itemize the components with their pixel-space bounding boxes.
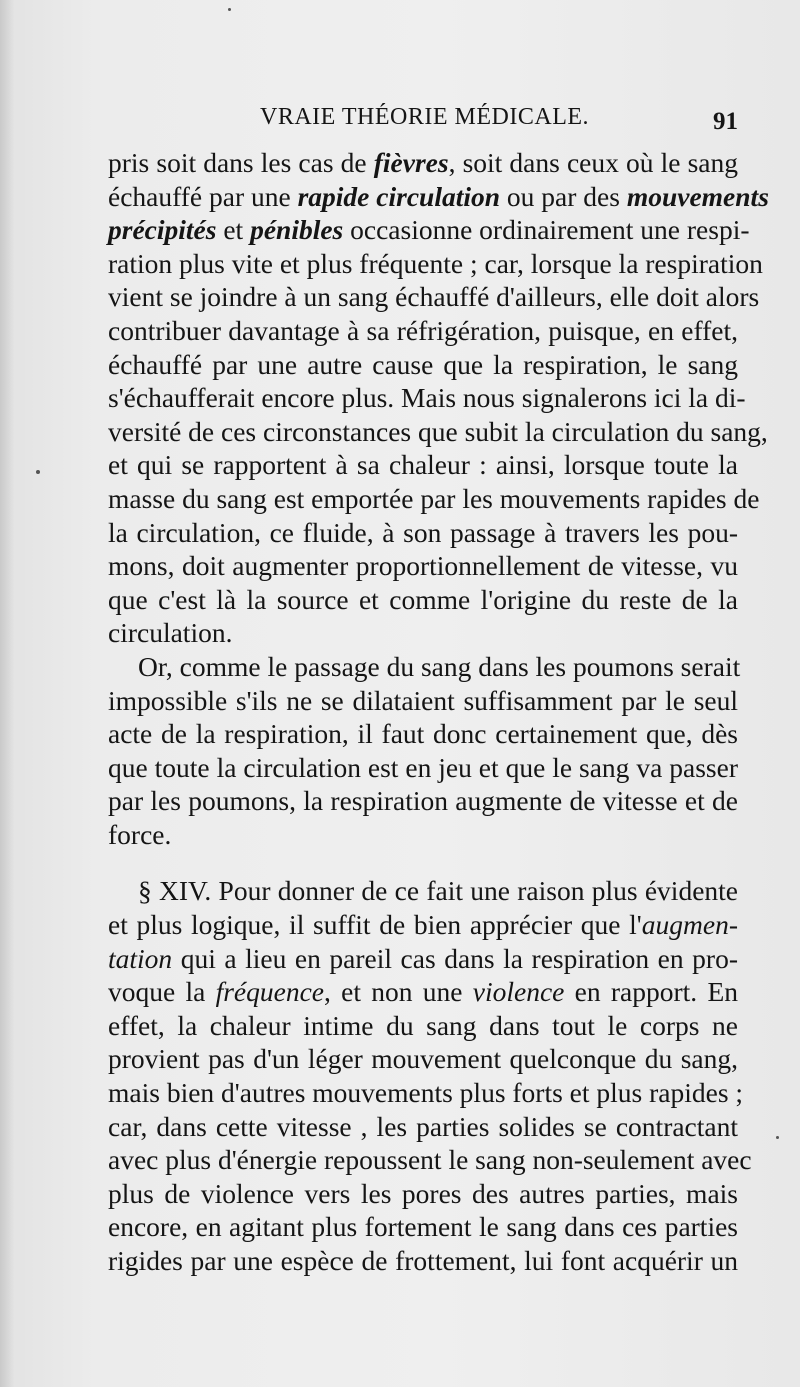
text-line: contribuer davantage à sa réfrigération, puisque, en effet, [108, 314, 738, 346]
text-line [108, 908, 738, 942]
text-span: qui a lieu en pareil cas dans la respiration en pro- [172, 942, 738, 974]
running-head: VRAIE THÉORIE MÉDICALE. [260, 104, 590, 130]
scan-speck [228, 8, 231, 11]
text-line: que toute la circulation est en jeu et que le sang va passer [108, 751, 738, 783]
text-line: la circulation, ce fluide, à son passage à travers les pou- [108, 516, 738, 548]
text-span: et plus logique, il suffit de bien apprécier que l' [108, 909, 642, 941]
text-line [108, 213, 750, 247]
text-line [108, 942, 738, 976]
text-span: en rapport. En [564, 976, 738, 1008]
text-span: occasionne ordinairement une respi- [343, 214, 750, 246]
text-line: par les poumons, la respiration augmente de vitesse et de [108, 785, 738, 817]
emphasis: fréquence [215, 976, 325, 1008]
emphasis: pénibles [250, 214, 344, 246]
text-line: rigides par une espèce de frottement, lui font acquérir un [108, 1245, 738, 1276]
text-line: ration plus vite et plus fréquente ; car, lorsque la respiration [108, 247, 763, 279]
text-span: et [216, 214, 251, 246]
text-span: voque la [108, 976, 216, 1008]
text-line: force. [108, 818, 172, 850]
text-line: vient se joindre à un sang échauffé d'ailleurs, elle doit alors [108, 281, 760, 313]
text-line: impossible s'ils ne se dilataient suffisamment par le seul [108, 684, 738, 716]
text-span: , et non une [324, 976, 473, 1008]
scan-speck [36, 470, 40, 474]
text-line: effet, la chaleur intime du sang dans tout le corps ne [108, 1009, 738, 1041]
page-edge-shadow [0, 0, 14, 1387]
text-line: encore, en agitant plus fortement le sang dans ces parties [108, 1211, 738, 1243]
emphasis: mouvements [626, 180, 769, 212]
text-line: provient pas d'un léger mouvement quelconque du sang, [108, 1043, 738, 1075]
text-line: échauffé par une autre cause que la respiration, le sang [108, 348, 738, 380]
paragraph-3 [108, 874, 752, 1277]
text-line: Or, comme le passage du sang dans les poumons serait [138, 650, 741, 682]
text-line: plus de violence vers les pores des autres parties, mais [108, 1177, 738, 1209]
text-line: acte de la respiration, il faut donc certainement que, dès [108, 718, 738, 750]
text-span: échauffé par une [108, 180, 298, 212]
text-line: et qui se rapportent à sa chaleur : ainsi, lorsque toute la [108, 449, 738, 481]
text-line: § XIV. Pour donner de ce fait une raison plus évidente [138, 875, 738, 907]
page-number: 91 [713, 108, 738, 135]
text-line: versité de ces circonstances que subit la circulation du sang, [108, 415, 768, 447]
emphasis: augmen- [641, 909, 738, 941]
text-line [108, 975, 738, 1009]
paragraph-gap [108, 851, 738, 874]
page-header [108, 100, 738, 140]
text-line [108, 146, 738, 180]
text-line: s'échaufferait encore plus. Mais nous signalerons ici la di- [108, 382, 746, 414]
text-line: mais bien d'autres mouvements plus forts et plus rapides ; [108, 1077, 744, 1109]
text-line: car, dans cette vitesse , les parties solides se contractant [108, 1110, 738, 1142]
text-line: mons, doit augmenter proportionnellement de vitesse, vu [108, 550, 738, 582]
scan-speck [776, 1136, 779, 1139]
emphasis: rapide circulation [297, 180, 501, 212]
text-line: que c'est là la source et comme l'origine du reste de la [108, 583, 738, 615]
paragraph-1 [108, 146, 769, 650]
text-line [108, 180, 769, 214]
text-line: circulation. [108, 617, 233, 649]
emphasis: tation [108, 942, 173, 974]
emphasis: précipités [108, 214, 217, 246]
emphasis: fièvres [373, 147, 449, 178]
text-span: pris soit dans les cas de [108, 147, 374, 178]
paragraph-2 [108, 650, 741, 852]
body-text [108, 146, 769, 1278]
text-line: masse du sang est emportée par les mouvements rapides de [108, 482, 760, 514]
text-span: ou par des [500, 180, 627, 212]
text-line: avec plus d'énergie repoussent le sang non-seulement avec [108, 1144, 752, 1176]
text-span: , soit dans ceux où le sang [448, 147, 738, 178]
emphasis: violence [472, 976, 565, 1008]
